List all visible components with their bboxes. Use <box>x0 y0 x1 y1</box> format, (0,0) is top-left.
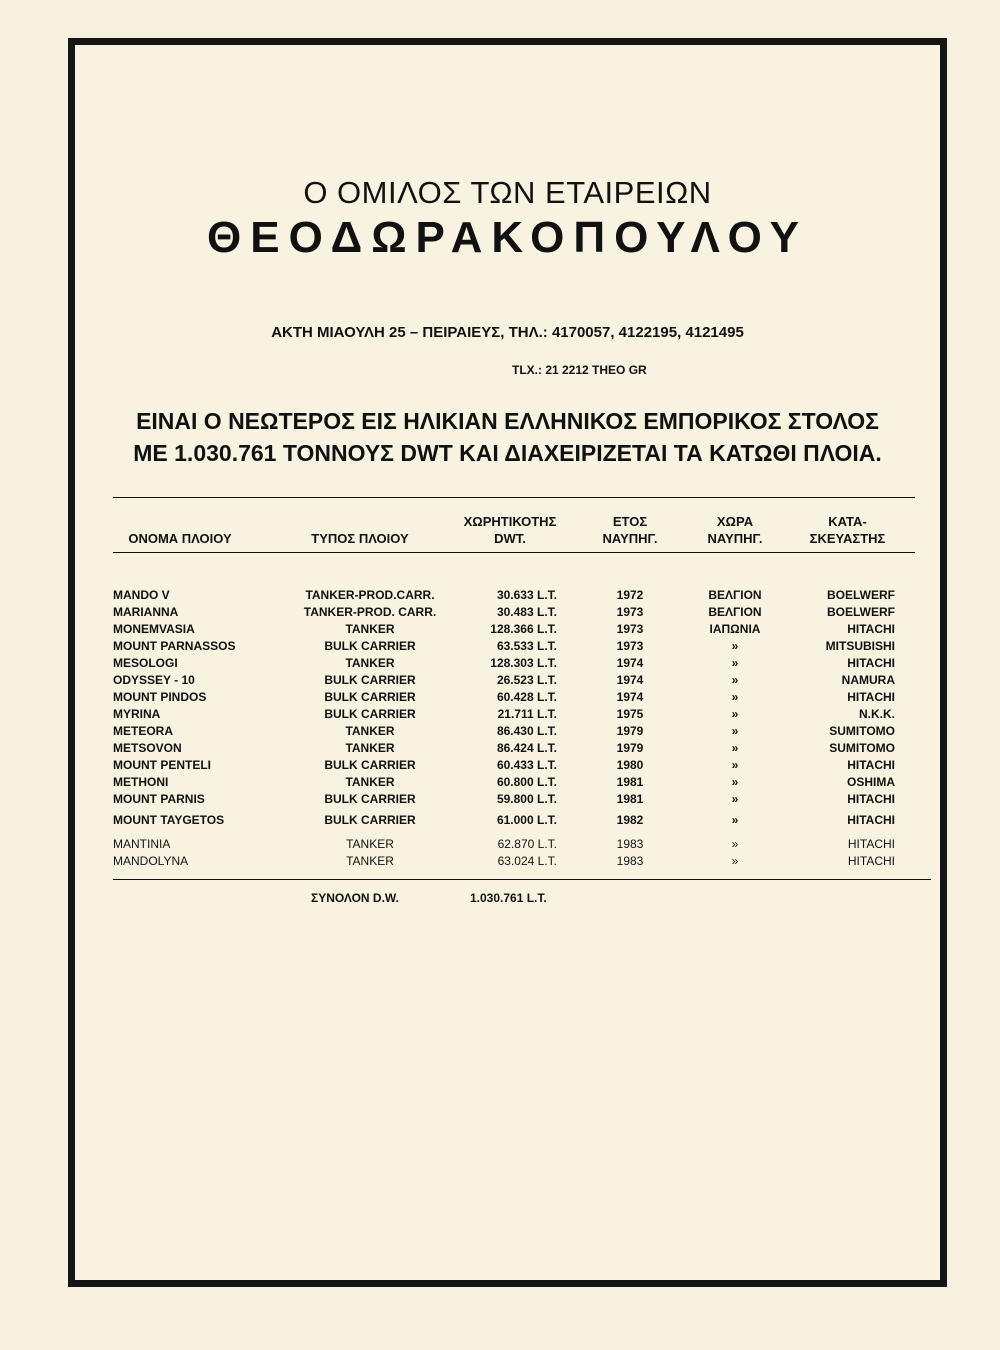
group-title: Ο ΟΜΙΛΟΣ ΤΩΝ ΕΤΑΙΡΕΙΩΝ <box>303 175 712 210</box>
ship-builder: OSHIMA <box>847 775 895 789</box>
ship-dwt: 60.433 L.T. <box>496 758 557 772</box>
table-row <box>75 854 940 871</box>
table-row <box>75 690 940 707</box>
ship-dwt: 60.428 L.T. <box>496 690 557 704</box>
ship-country: » <box>731 707 739 721</box>
ship-type: BULK CARRIER <box>324 813 416 827</box>
ship-year: 1975 <box>616 707 644 721</box>
ship-country: ΙΑΠΩΝΙΑ <box>709 622 761 636</box>
ship-builder: HITACHI <box>847 792 895 806</box>
ship-name: MANDO V <box>113 588 170 602</box>
ship-dwt: 62.870 L.T. <box>497 837 557 851</box>
ship-dwt: 60.800 L.T. <box>496 775 557 789</box>
ship-type: BULK CARRIER <box>324 639 416 653</box>
ship-type: TANKER-PROD. CARR. <box>303 605 437 619</box>
ship-type: BULK CARRIER <box>324 673 416 687</box>
ship-type: TANKER <box>345 622 395 636</box>
ship-year: 1981 <box>616 775 644 789</box>
ship-dwt: 63.533 L.T. <box>496 639 557 653</box>
ship-year: 1982 <box>616 813 644 827</box>
header-country-line1: ΧΩΡΑ <box>716 514 754 529</box>
header-year-line2: ΝΑΥΠΗΓ. <box>602 531 658 546</box>
ship-country: ΒΕΛΓΙΟΝ <box>708 588 762 602</box>
ship-type: TANKER <box>345 775 395 789</box>
ship-name: MANTINIA <box>113 837 171 851</box>
ship-builder: HITACHI <box>847 622 895 636</box>
table-bottom-rule <box>113 879 931 880</box>
header-dwt-line1: ΧΩΡΗΤΙΚΟΤΗΣ <box>463 514 557 529</box>
ship-type: TANKER <box>345 741 395 755</box>
ship-type: TANKER-PROD.CARR. <box>305 588 435 602</box>
fleet-statement <box>75 405 940 469</box>
header-country <box>690 513 780 547</box>
header-ship-type: ΤΥΠΟΣ ΠΛΟΙΟΥ <box>311 531 409 546</box>
ship-country: » <box>731 775 739 789</box>
ship-type: TANKER <box>346 854 394 868</box>
ship-dwt: 21.711 L.T. <box>497 707 557 721</box>
ship-name: MOUNT PARNIS <box>113 792 205 806</box>
ship-year: 1974 <box>616 690 644 704</box>
ship-type: TANKER <box>345 656 395 670</box>
header-dwt <box>445 513 575 547</box>
ship-country: » <box>731 837 739 851</box>
ship-dwt: 59.800 L.T. <box>496 792 557 806</box>
table-row <box>75 741 940 758</box>
statement-line-2: ΜΕ 1.030.761 ΤΟΝΝΟΥΣ DWT ΚΑΙ ΔΙΑΧΕΙΡΙΖΕΤΑΙ ΤΑ ΚΑΤΩΘΙ ΠΛΟΙΑ. <box>133 440 882 466</box>
advertisement-frame <box>68 38 947 1287</box>
header-dwt-line2: DWT. <box>494 531 526 546</box>
ship-dwt: 86.424 L.T. <box>496 741 557 755</box>
ship-type: TANKER <box>346 837 394 851</box>
ship-name: MOUNT PINDOS <box>113 690 207 704</box>
ship-dwt: 63.024 L.T. <box>497 854 557 868</box>
table-row <box>75 605 940 622</box>
ship-name: MESOLOGI <box>113 656 178 670</box>
total-label: ΣΥΝΟΛΟΝ D.W. <box>311 891 399 905</box>
table-row <box>75 673 940 690</box>
ship-dwt: 61.000 L.T. <box>496 813 557 827</box>
header-builder-line2: ΣΚΕΥΑΣΤΗΣ <box>809 531 886 546</box>
ship-builder: HITACHI <box>847 758 895 772</box>
company-name: ΘΕΟΔΩΡΑΚΟΠΟΥΛΟΥ <box>207 213 808 262</box>
ship-type: BULK CARRIER <box>324 690 416 704</box>
table-row <box>75 656 940 673</box>
address-line: ΑΚΤΗ ΜΙΑΟΥΛΗ 25 – ΠΕΙΡΑΙΕΥΣ, ΤΗΛ.: 4170057, 4122195, 4121495 <box>271 324 744 341</box>
ship-name: MOUNT PARNASSOS <box>113 639 236 653</box>
total-value: 1.030.761 L.T. <box>470 891 547 905</box>
ship-year: 1973 <box>616 605 644 619</box>
ship-dwt: 30.483 L.T. <box>496 605 557 619</box>
table-header-rule <box>113 552 915 553</box>
table-top-rule <box>113 497 915 498</box>
ship-builder: NAMURA <box>841 673 895 687</box>
ship-name: MYRINA <box>113 707 161 721</box>
ship-year: 1979 <box>616 741 644 755</box>
ship-dwt: 26.523 L.T. <box>496 673 557 687</box>
ship-name: MANDOLYNA <box>113 854 189 868</box>
ship-name: METEORA <box>113 724 173 738</box>
ship-country: » <box>731 741 739 755</box>
table-row <box>75 724 940 741</box>
header-country-line2: ΝΑΥΠΗΓ. <box>707 531 763 546</box>
ship-dwt: 86.430 L.T. <box>496 724 557 738</box>
ship-name: ODYSSEY - 10 <box>113 673 195 687</box>
ship-name: MOUNT TAYGETOS <box>113 813 225 827</box>
ship-builder: MITSUBISHI <box>825 639 895 653</box>
ship-type: BULK CARRIER <box>324 758 416 772</box>
ship-type: BULK CARRIER <box>324 792 416 806</box>
ship-builder: HITACHI <box>847 656 895 670</box>
ship-name: MONEMVASIA <box>113 622 195 636</box>
ship-name: METSOVON <box>113 741 182 755</box>
telex-line: TLX.: 21 2212 THEO GR <box>512 363 647 377</box>
ship-country: » <box>731 656 739 670</box>
ship-dwt: 30.633 L.T. <box>496 588 557 602</box>
ship-builder: HITACHI <box>847 813 895 827</box>
table-row <box>75 792 940 809</box>
ship-type: TANKER <box>345 724 395 738</box>
header-year-line1: ΕΤΟΣ <box>612 514 648 529</box>
ship-builder: HITACHI <box>847 854 895 868</box>
ship-builder: SUMITOMO <box>829 724 895 738</box>
ship-year: 1980 <box>616 758 644 772</box>
table-row <box>75 707 940 724</box>
ship-builder: HITACHI <box>847 837 895 851</box>
ship-year: 1973 <box>616 622 644 636</box>
ship-country: » <box>731 639 739 653</box>
ship-name: METHONI <box>113 775 169 789</box>
header-year <box>585 513 675 547</box>
ship-year: 1974 <box>616 656 644 670</box>
table-row <box>75 639 940 656</box>
ship-year: 1983 <box>616 837 644 851</box>
ship-country: » <box>731 758 739 772</box>
ship-builder: N.K.K. <box>859 707 895 721</box>
ship-dwt: 128.366 L.T. <box>490 622 557 636</box>
header-builder-line1: ΚΑΤΑ- <box>828 514 867 529</box>
table-row <box>75 813 940 830</box>
ship-builder: HITACHI <box>847 690 895 704</box>
ship-year: 1983 <box>616 854 644 868</box>
ship-name: MOUNT PENTELI <box>113 758 211 772</box>
ship-builder: SUMITOMO <box>829 741 895 755</box>
table-row <box>75 837 940 854</box>
ship-year: 1972 <box>616 588 644 602</box>
ship-country: » <box>731 813 739 827</box>
statement-line-1: ΕΙΝΑΙ Ο ΝΕΩΤΕΡΟΣ ΕΙΣ ΗΛΙΚΙΑΝ ΕΛΛΗΝΙΚΟΣ ΕΜΠΟΡΙΚΟΣ ΣΤΟΛΟΣ <box>136 408 879 434</box>
header-builder <box>790 513 905 547</box>
ship-dwt: 128.303 L.T. <box>490 656 557 670</box>
table-row <box>75 775 940 792</box>
ship-type: BULK CARRIER <box>324 707 416 721</box>
ship-country: ΒΕΛΓΙΟΝ <box>708 605 762 619</box>
ship-year: 1981 <box>616 792 644 806</box>
ship-year: 1974 <box>616 673 644 687</box>
ship-builder: BOELWERF <box>827 588 895 602</box>
ship-country: » <box>731 792 739 806</box>
ship-year: 1979 <box>616 724 644 738</box>
ship-builder: BOELWERF <box>827 605 895 619</box>
ship-name: MARIANNA <box>113 605 179 619</box>
table-row <box>75 758 940 775</box>
ship-country: » <box>731 690 739 704</box>
table-row <box>75 588 940 605</box>
ship-country: » <box>731 854 739 868</box>
ship-year: 1973 <box>616 639 644 653</box>
ship-country: » <box>731 673 739 687</box>
ship-country: » <box>731 724 739 738</box>
header-ship-name: ΟΝΟΜΑ ΠΛΟΙΟΥ <box>128 531 232 546</box>
table-row <box>75 622 940 639</box>
